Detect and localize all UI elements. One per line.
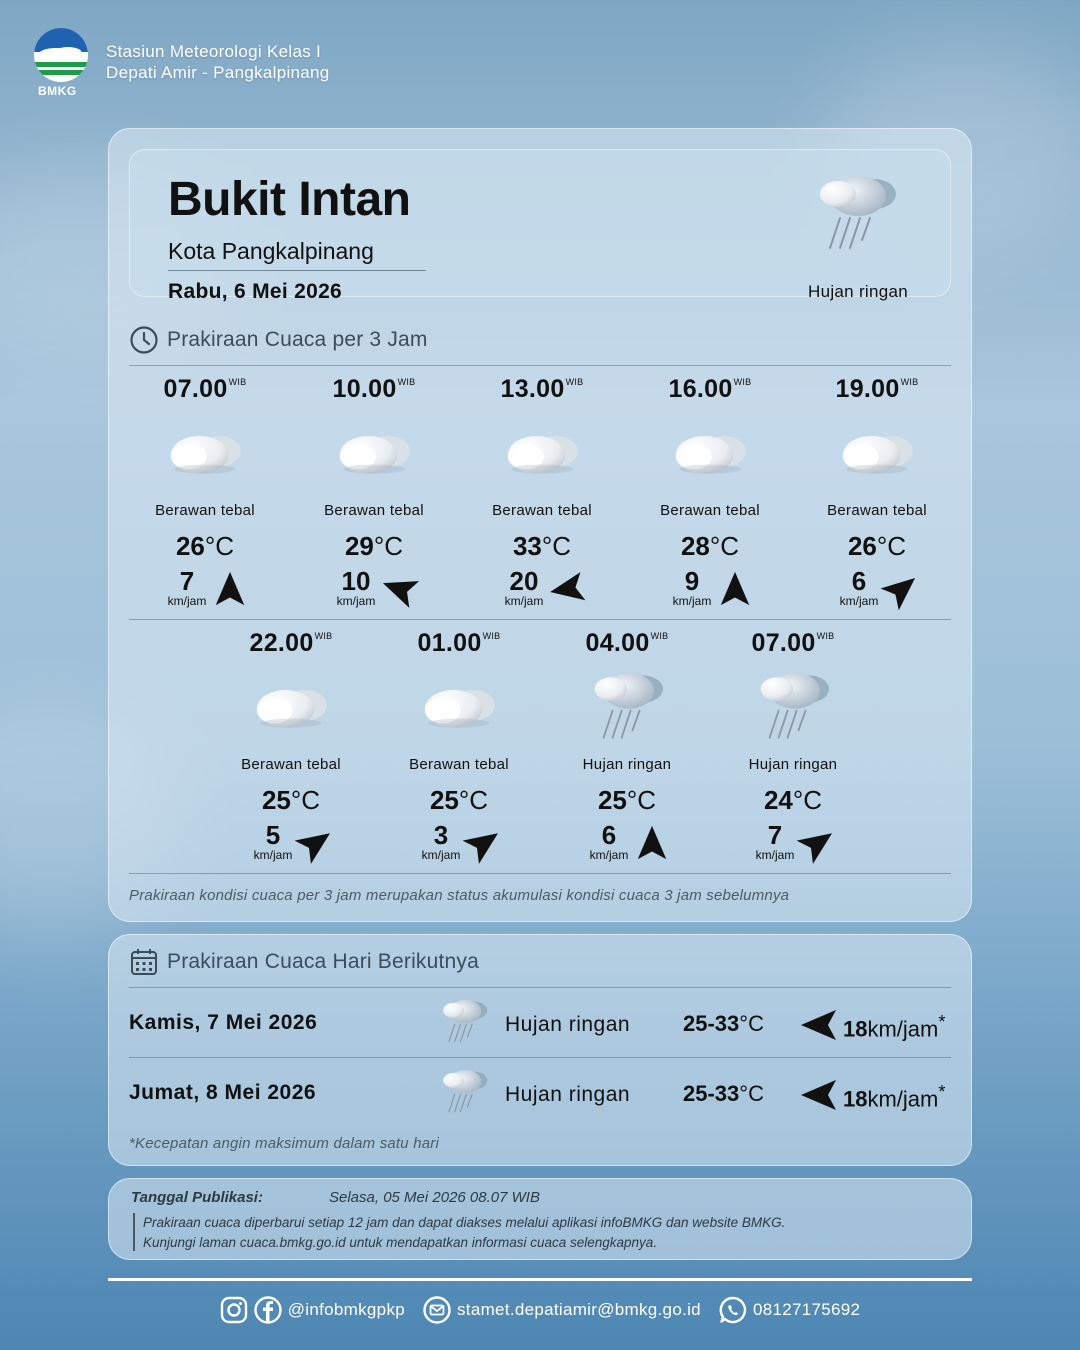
wind-direction-arrow-icon [799, 1005, 839, 1045]
publication-panel [108, 1178, 972, 1260]
bmkg-logo [32, 28, 90, 98]
day-temperature: 25-33°C [683, 1081, 764, 1106]
slot-condition: Berawan tebal [827, 502, 927, 519]
daily-row [129, 989, 951, 1055]
slot-condition: Hujan ringan [582, 756, 672, 773]
publication-line-2: Kunjungi laman cuaca.bmkg.go.id untuk mendapatkan informasi cuaca selengkapnya. [143, 1235, 658, 1250]
email-icon[interactable] [423, 1296, 451, 1324]
email-address[interactable]: stamet.depatiamir@bmkg.go.id [457, 1300, 701, 1319]
slot-condition: Berawan tebal [324, 502, 424, 519]
wind-unit: km/jam [589, 848, 629, 862]
slot-time: $10.00^{WIB}$ [332, 375, 416, 403]
light-rain-icon [435, 993, 493, 1051]
slot-temperature: 28°C [680, 531, 740, 561]
hourly-slot [211, 629, 371, 866]
hourly-slot [630, 375, 790, 612]
location-city: Kota Pangkalpinang [168, 238, 374, 264]
cloudy-icon [409, 662, 509, 752]
wind-unit: km/jam [421, 848, 461, 862]
forecast-date: Rabu, 6 Mei 2026 [168, 280, 343, 303]
slot-temperature: 29°C [344, 531, 404, 561]
wind-speed: 20 [509, 566, 539, 596]
slot-wind [547, 822, 707, 866]
slot-time: $01.00^{WIB}$ [417, 629, 501, 657]
wind-direction-arrow-icon [545, 567, 589, 611]
facebook-icon[interactable] [254, 1296, 282, 1324]
wind-speed: 7 [179, 566, 195, 596]
hourly-slot [294, 375, 454, 612]
current-condition: Hujan ringan [808, 282, 908, 301]
wind-speed: 7 [767, 820, 783, 850]
clock-icon [129, 325, 159, 355]
instagram-icon[interactable] [220, 1296, 248, 1324]
slot-wind [462, 568, 622, 612]
slot-time: $07.00^{WIB}$ [163, 375, 247, 403]
hourly-slot [547, 629, 707, 866]
slot-condition: Berawan tebal [409, 756, 509, 773]
whatsapp-icon[interactable] [719, 1296, 747, 1324]
daily-note: *Kecepatan angin maksimum dalam satu hari [129, 1135, 440, 1152]
wind-unit: km/jam [336, 594, 376, 608]
daily-section-title [129, 947, 479, 977]
slot-temperature: 25°C [597, 785, 657, 815]
slot-temperature: 24°C [763, 785, 823, 815]
slot-condition: Berawan tebal [660, 502, 760, 519]
slot-time: $07.00^{WIB}$ [751, 629, 835, 657]
divider [129, 987, 951, 988]
day-date: Jumat, 8 Mei 2026 [129, 1081, 317, 1104]
slot-temperature: 25°C [261, 785, 321, 815]
phone-number[interactable]: 08127175692 [752, 1300, 861, 1319]
footer-divider [108, 1278, 972, 1281]
cloudy-icon [492, 408, 592, 498]
slot-condition: Hujan ringan [748, 756, 838, 773]
slot-time: $19.00^{WIB}$ [835, 375, 919, 403]
slot-condition: Berawan tebal [241, 756, 341, 773]
wind-unit: km/jam [672, 594, 712, 608]
light-rain-icon [743, 662, 843, 752]
wind-speed: 6 [601, 820, 617, 850]
wind-direction-arrow-icon [875, 562, 929, 616]
hourly-slot [462, 375, 622, 612]
cloudy-icon [155, 408, 255, 498]
slot-temperature: 26°C [175, 531, 235, 561]
daily-row [129, 1059, 951, 1125]
slot-time: $13.00^{WIB}$ [500, 375, 584, 403]
day-condition: Hujan ringan [505, 1013, 631, 1036]
logo-text: BMKG [38, 84, 77, 98]
wind-direction-arrow-icon [633, 824, 671, 862]
wind-direction-arrow-icon [792, 817, 845, 870]
divider [129, 1057, 951, 1058]
station-line-1: Stasiun Meteorologi Kelas I [106, 42, 322, 61]
hourly-title: Prakiraan Cuaca per 3 Jam [167, 328, 428, 351]
slot-time: $04.00^{WIB}$ [585, 629, 669, 657]
station-name [106, 28, 330, 83]
wind-speed: 6 [851, 566, 867, 596]
wind-speed: 9 [684, 566, 700, 596]
slot-wind [125, 568, 285, 612]
day-wind: 18km/jam* [843, 1011, 946, 1042]
slot-wind [797, 568, 957, 612]
calendar-icon [129, 947, 159, 977]
publication-date: Selasa, 05 Mei 2026 08.07 WIB [329, 1189, 540, 1206]
divider [129, 873, 951, 874]
slot-time: $16.00^{WIB}$ [668, 375, 752, 403]
wind-direction-arrow-icon [375, 565, 424, 614]
publication-line-1: Prakiraan cuaca diperbarui setiap 12 jam dan dapat diakses melalui aplikasi infoBMKG dan website BMKG. [143, 1215, 786, 1230]
wind-direction-arrow-icon [211, 570, 249, 608]
divider [129, 619, 951, 620]
slot-wind [294, 568, 454, 612]
slot-temperature: 33°C [512, 531, 572, 561]
hourly-slot [797, 375, 957, 612]
wind-direction-arrow-icon [458, 817, 511, 870]
wind-speed: 5 [265, 820, 281, 850]
divider [133, 1213, 135, 1251]
divider [168, 270, 426, 271]
cloudy-icon [324, 408, 424, 498]
light-rain-icon [577, 662, 677, 752]
slot-condition: Berawan tebal [155, 502, 255, 519]
header [32, 28, 330, 98]
publication-label: Tanggal Publikasi: [131, 1189, 263, 1206]
light-rain-icon [806, 164, 906, 264]
location-card [129, 149, 951, 303]
wind-direction-arrow-icon [799, 1075, 839, 1115]
hourly-note: Prakiraan kondisi cuaca per 3 jam merupakan status akumulasi kondisi cuaca 3 jam sebelumnya [129, 887, 790, 904]
wind-unit: km/jam [253, 848, 293, 862]
slot-wind [379, 822, 539, 866]
wind-direction-arrow-icon [716, 570, 754, 608]
light-rain-icon [435, 1063, 493, 1121]
slot-condition: Berawan tebal [492, 502, 592, 519]
hourly-forecast-panel [108, 128, 972, 922]
hourly-slot [713, 629, 873, 866]
slot-wind [211, 822, 371, 866]
hourly-section-title [129, 325, 428, 355]
day-condition: Hujan ringan [505, 1083, 631, 1106]
wind-unit: km/jam [839, 594, 879, 608]
location-name: Bukit Intan [168, 173, 411, 226]
cloudy-icon [660, 408, 760, 498]
publication-info [143, 1213, 785, 1253]
wind-unit: km/jam [504, 594, 544, 608]
cloudy-icon [827, 408, 927, 498]
station-line-2: Depati Amir - Pangkalpinang [106, 63, 330, 82]
daily-title: Prakiraan Cuaca Hari Berikutnya [167, 950, 480, 973]
divider [129, 365, 951, 366]
slot-wind [630, 568, 790, 612]
slot-temperature: 26°C [847, 531, 907, 561]
cloudy-icon [241, 662, 341, 752]
slot-wind [713, 822, 873, 866]
wind-speed: 3 [433, 820, 449, 850]
day-wind: 18km/jam* [843, 1081, 946, 1112]
daily-forecast-panel [108, 934, 972, 1166]
wind-speed: 10 [341, 566, 371, 596]
hourly-slot [379, 629, 539, 866]
day-date: Kamis, 7 Mei 2026 [129, 1011, 318, 1034]
wind-direction-arrow-icon [290, 817, 343, 870]
wind-unit: km/jam [755, 848, 795, 862]
hourly-slot [125, 375, 285, 612]
wind-unit: km/jam [167, 594, 207, 608]
slot-time: $22.00^{WIB}$ [249, 629, 333, 657]
day-temperature: 25-33°C [683, 1011, 764, 1036]
slot-temperature: 25°C [429, 785, 489, 815]
social-handle[interactable]: @infobmkgpkp [287, 1300, 405, 1319]
footer [0, 1296, 1080, 1324]
